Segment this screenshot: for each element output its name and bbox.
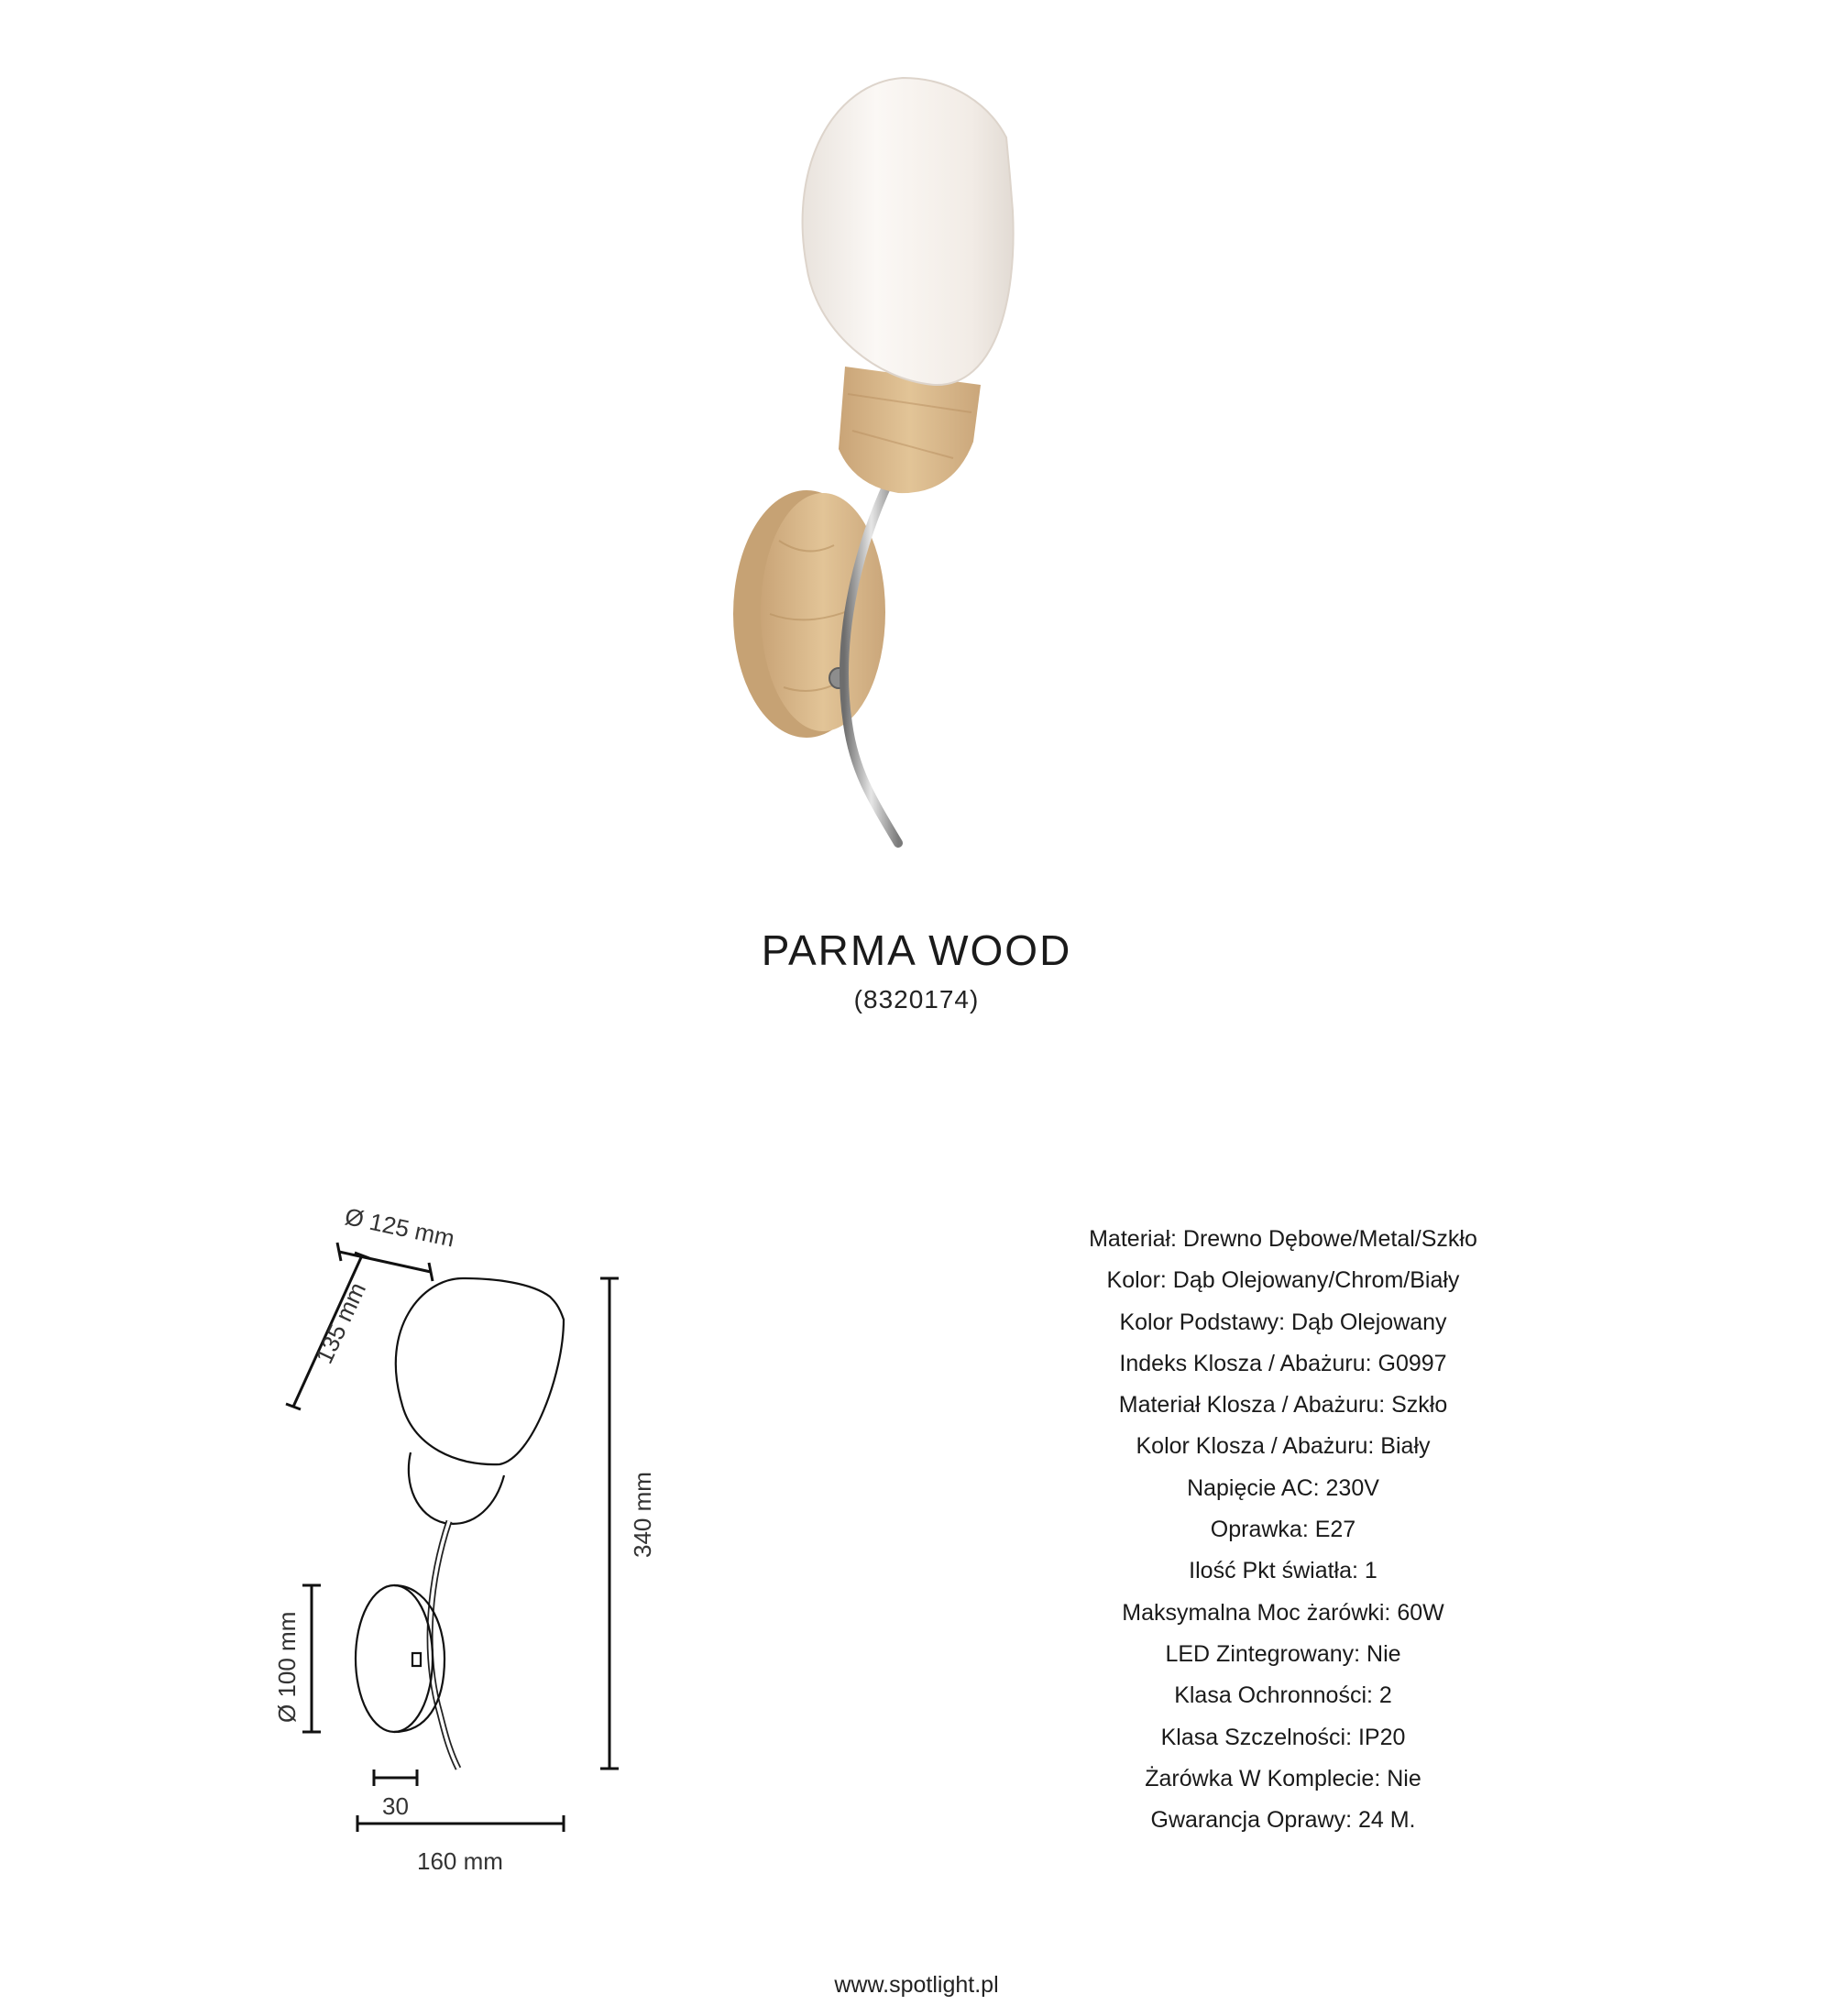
product-name: PARMA WOOD [761, 926, 1072, 974]
label-width: 160 mm [417, 1847, 503, 1869]
spec-item: Ilość Pkt światła: 1 [1189, 1558, 1377, 1584]
product-code: (8320174) [853, 985, 980, 1013]
wood-socket [839, 367, 981, 493]
dim-shade-diameter [339, 1252, 431, 1272]
drawing-shade-outline [396, 1278, 564, 1464]
spec-item: Kolor Podstawy: Dąb Olejowany [1119, 1309, 1447, 1335]
spec-item: Kolor: Dąb Olejowany/Chrom/Biały [1106, 1267, 1460, 1294]
website-link[interactable]: www.spotlight.pl [834, 1972, 999, 1998]
dimension-drawing [257, 1191, 660, 1869]
spec-item: Napięcie AC: 230V [1187, 1474, 1379, 1501]
spec-item: Maksymalna Moc żarówki: 60W [1122, 1599, 1444, 1626]
spec-item: Materiał: Drewno Dębowe/Metal/Szkło [1089, 1226, 1477, 1252]
spec-item: Klasa Ochronności: 2 [1174, 1682, 1392, 1709]
spec-item: Oprawka: E27 [1210, 1517, 1356, 1543]
spec-item: Materiał Klosza / Abażuru: Szkło [1118, 1392, 1448, 1419]
drawing-socket-outline [409, 1452, 504, 1524]
glass-shade [803, 78, 1014, 385]
wall-plate [733, 490, 885, 738]
label-base-diameter: Ø 100 mm [273, 1611, 301, 1723]
spec-item: LED Zintegrowany: Nie [1165, 1640, 1401, 1667]
spec-item: Gwarancja Oprawy: 24 M. [1150, 1807, 1416, 1834]
label-shade-length: 135 mm [310, 1277, 372, 1368]
spec-list [1008, 1219, 1558, 1841]
label-shade-diameter: Ø 125 mm [342, 1202, 457, 1253]
label-base-depth: 30 [382, 1792, 409, 1820]
spec-item: Klasa Szczelności: IP20 [1160, 1724, 1406, 1750]
spec-item: Żarówka W Komplecie: Nie [1145, 1765, 1421, 1791]
drawing-screw [412, 1653, 421, 1666]
label-height: 340 mm [629, 1472, 656, 1558]
product-photo [678, 64, 1155, 871]
spec-item: Kolor Klosza / Abażuru: Biały [1136, 1433, 1431, 1460]
spec-item: Indeks Klosza / Abażuru: G0997 [1119, 1350, 1447, 1376]
